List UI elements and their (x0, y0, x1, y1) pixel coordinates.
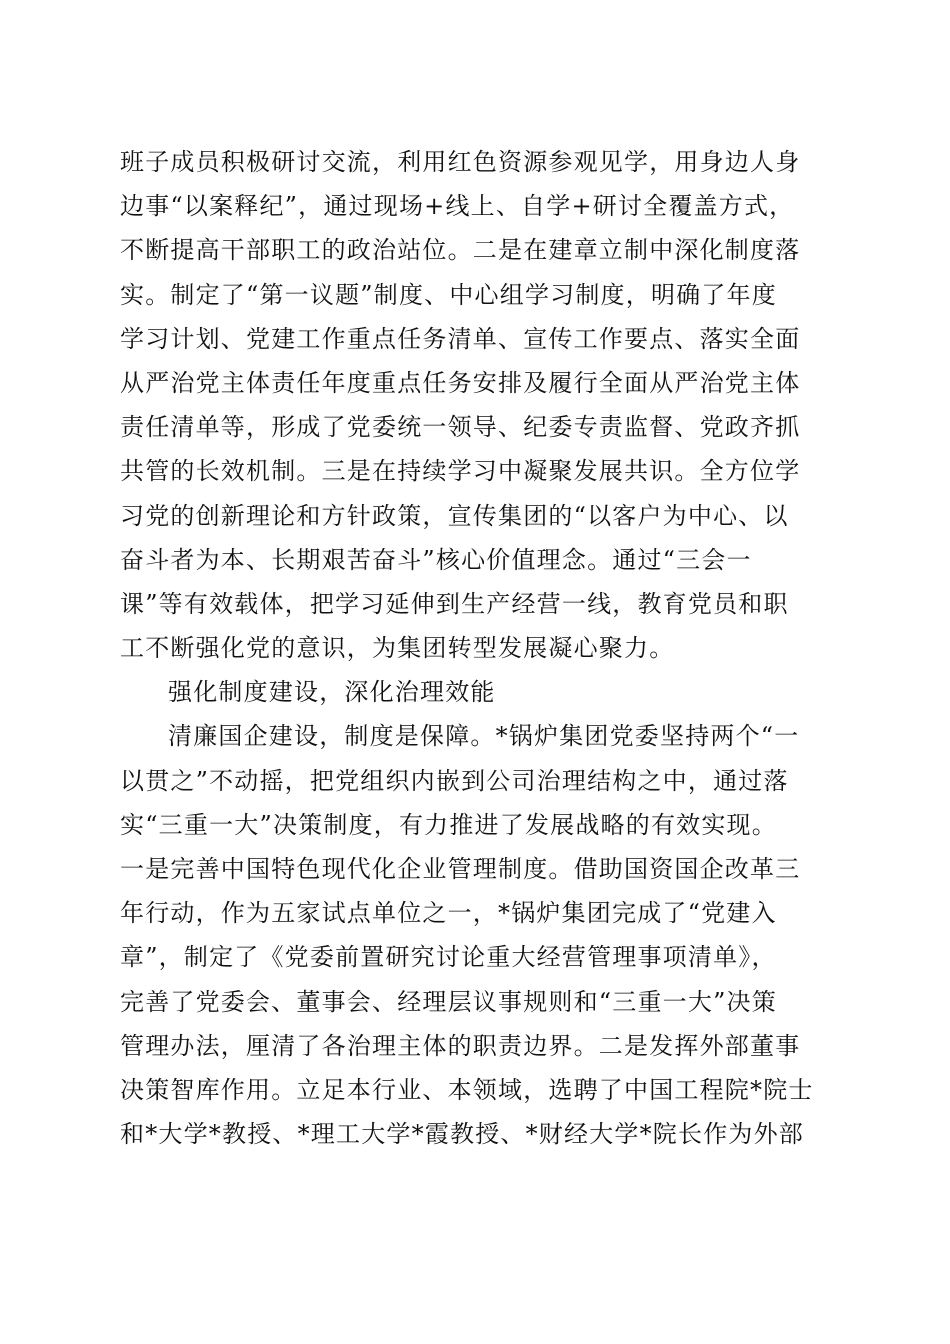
text-line: 共管的长效机制。三是在持续学习中凝聚发展共识。全方位学 (120, 457, 801, 486)
text-line: 学习计划、党建工作重点任务清单、宣传工作要点、落实全面 (120, 324, 801, 353)
text-line: 清廉国企建设，制度是保障。*锅炉集团党委坚持两个“一 (168, 722, 800, 751)
text-line: 责任清单等，形成了党委统一领导、纪委专责监督、党政齐抓 (120, 413, 801, 442)
text-line: 奋斗者为本、长期艰苦奋斗”核心价值理念。通过“三会一 (120, 545, 752, 574)
text-line: 完善了党委会、董事会、经理层议事规则和“三重一大”决策 (120, 987, 777, 1016)
text-line: 习党的创新理论和方针政策，宣传集团的“以客户为中心、以 (120, 501, 789, 530)
text-line: 从严治党主体责任年度重点任务安排及履行全面从严治党主体 (120, 368, 801, 397)
paragraph-party-study (120, 140, 840, 670)
text-line: 和*大学*教授、*理工大学*霞教授、*财经大学*院长作为外部 (120, 1120, 804, 1149)
text-line: 班子成员积极研讨交流，利用红色资源参观见学，用身边人身 (120, 148, 801, 176)
text-line: 实“三重一大”决策制度，有力推进了发展战略的有效实现。 (120, 810, 777, 839)
text-line: 年行动，作为五家试点单位之一，*锅炉集团完成了“党建入 (120, 899, 777, 928)
text-line: 边事“以案释纪”，通过现场+线上、自学+研讨全覆盖方式， (120, 192, 795, 221)
paragraph-governance (120, 714, 840, 1156)
section-heading: 强化制度建设，深化治理效能 (168, 678, 496, 707)
text-line: 以贯之”不动摇，把党组织内嵌到公司治理结构之中，通过落 (120, 766, 789, 795)
text-line: 管理办法，厘清了各治理主体的职责边界。二是发挥外部董事 (120, 1031, 801, 1060)
text-line: 章”，制定了《党委前置研究讨论重大经营管理事项清单》， (120, 943, 777, 972)
text-line: 决策智库作用。立足本行业、本领域，选聘了中国工程院*院士 (120, 1075, 814, 1104)
text-line: 不断提高干部职工的政治站位。二是在建章立制中深化制度落 (120, 236, 801, 265)
text-line: 工不断强化党的意识，为集团转型发展凝心聚力。 (120, 634, 675, 663)
text-line: 一是完善中国特色现代化企业管理制度。借助国资国企改革三 (120, 855, 801, 883)
text-line: 实。制定了“第一议题”制度、中心组学习制度，明确了年度 (120, 280, 777, 309)
document-body (120, 140, 840, 1156)
text-line: 课”等有效载体，把学习延伸到生产经营一线，教育党员和职 (120, 589, 789, 618)
